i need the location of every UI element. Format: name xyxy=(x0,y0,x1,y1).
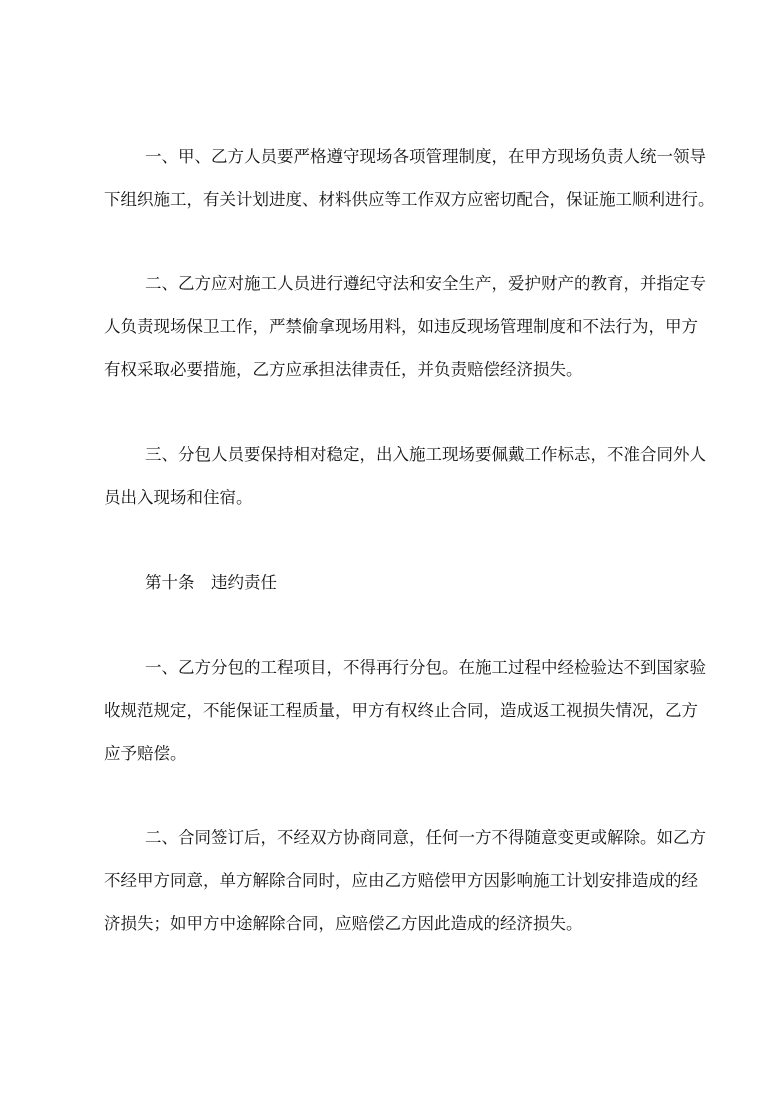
paragraph-1-line-2: 下组织施工，有关计划进度、材料供应等工作双方应密切配合，保证施工顺利进行。 xyxy=(104,190,715,209)
paragraph-3-line-1: 三、分包人员要保持相对稳定，出入施工现场要佩戴工作标志，不准合同外人 xyxy=(145,445,706,464)
paragraph-4-line-2: 收规范规定，不能保证工程质量，甲方有权终止合同，造成返工视损失情况，乙方 xyxy=(104,701,698,720)
paragraph-3-line-2: 员出入现场和住宿。 xyxy=(104,488,253,507)
paragraph-5-line-1: 二、合同签订后，不经双方协商同意，任何一方不得随意变更或解除。如乙方 xyxy=(145,828,706,847)
paragraph-2-line-3: 有权采取必要措施，乙方应承担法律责任，并负责赔偿经济损失。 xyxy=(104,360,583,379)
paragraph-5-line-3: 济损失；如甲方中途解除合同，应赔偿乙方因此造成的经济损失。 xyxy=(104,914,583,933)
section-heading: 第十条 违约责任 xyxy=(145,573,277,592)
paragraph-4-line-1: 一、乙方分包的工程项目，不得再行分包。在施工过程中经检验达不到国家验 xyxy=(145,658,706,677)
paragraph-1-line-1: 一、甲、乙方人员要严格遵守现场各项管理制度，在甲方现场负责人统一领导 xyxy=(145,147,706,166)
paragraph-5-line-2: 不经甲方同意，单方解除合同时，应由乙方赔偿甲方因影响施工计划安排造成的经 xyxy=(104,871,698,890)
paragraph-2-line-1: 二、乙方应对施工人员进行遵纪守法和安全生产，爱护财产的教育，并指定专 xyxy=(145,274,706,293)
paragraph-2-line-2: 人负责现场保卫工作，严禁偷拿现场用料，如违反现场管理制度和不法行为，甲方 xyxy=(104,317,698,336)
paragraph-4-line-3: 应予赔偿。 xyxy=(104,744,187,763)
